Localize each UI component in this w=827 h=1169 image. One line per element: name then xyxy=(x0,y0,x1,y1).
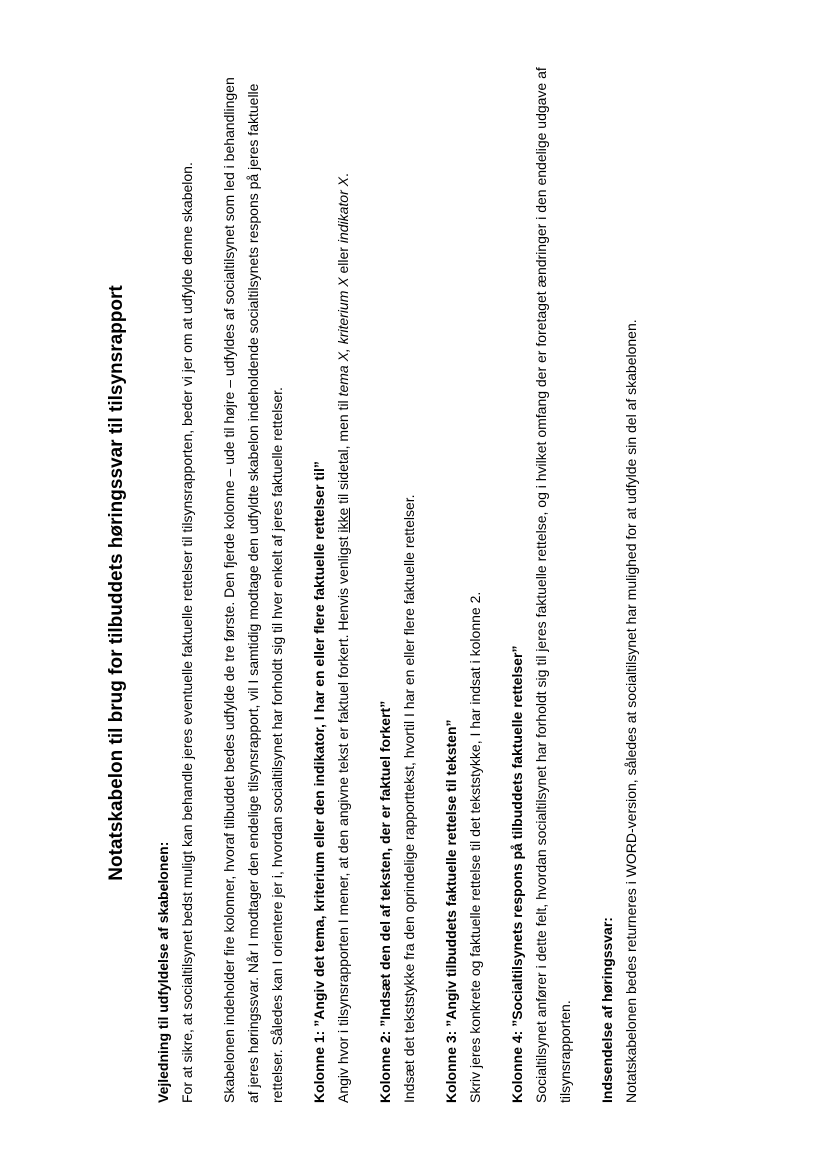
section-kolonne-1 xyxy=(307,63,355,1103)
text-part: Angiv hvor i tilsynsrapporten I mener, at den angivne tekst er faktuel forkert. Henvis venligst xyxy=(335,532,351,1103)
section-heading: Kolonne 1: ”Angiv det tema, kriterium eller den indikator, I har en eller flere faktuelle rettelser til” xyxy=(311,461,327,1103)
section-heading: Kolonne 3: ”Angiv tilbuddets faktuelle rettelse til teksten” xyxy=(443,719,459,1103)
italic-text: indikator X xyxy=(335,177,351,244)
underlined-text: ikke xyxy=(335,507,351,533)
section-paragraph: Indsæt det tekststykke fra den oprindelige rapporttekst, hvortil I har en eller flere faktuelle rettelser. xyxy=(401,494,417,1103)
section-paragraph: Skabelonen indeholder fire kolonner, hvoraf tilbuddet bedes udfylde de tre første. Den fjerde kolonne – ude til højre – udfyldes af socialtilsynet som led i behandlingen af jeres høringssvar. Når I modtager den endelige tilsynsrapport, vil I samtidig modtage den udfyldte skabelon indeholdende socialtilsynets respons på jeres faktuelle rettelser. Således kan I orientere jer i, hvordan socialtilsynet har forholdt sig til hver enkelt af jeres faktuelle rettelser. xyxy=(221,77,285,1103)
section-kolonne-3 xyxy=(439,63,487,1103)
section-indsendelse xyxy=(595,63,643,1103)
section-paragraph xyxy=(331,63,355,1103)
text-part: eller xyxy=(335,243,351,278)
section-heading: Indsendelse af høringssvar: xyxy=(599,917,615,1103)
section-vejledning xyxy=(151,63,289,1103)
document-title: Notatskabelon til brug for tilbuddets høringssvar til tilsynsrapport xyxy=(106,285,127,881)
section-paragraph: Skriv jeres konkrete og faktuelle rettelse til det tekststykke, I har indsat i kolonne 2. xyxy=(467,591,483,1103)
section-heading: Vejledning til udfyldelse af skabelonen: xyxy=(155,841,171,1103)
document-body xyxy=(105,63,661,1103)
section-kolonne-4 xyxy=(505,63,577,1103)
section-heading: Kolonne 4: ”Socialtilsynets respons på tilbuddets faktuelle rettelser” xyxy=(509,645,525,1103)
text-part: . xyxy=(335,173,351,178)
section-heading: Kolonne 2: ”Indsæt den del af teksten, der er faktuel forkert” xyxy=(377,700,393,1103)
section-paragraph: For at sikre, at socialtilsynet bedst muligt kan behandle jeres eventuelle faktuelle rettelser til tilsynsrapporten, beder vi jer om at udfylde denne skabelon. xyxy=(179,162,195,1103)
section-paragraph: Notatskabelonen bedes returneres i WORD-version, således at socialtilsynet har mulighed for at udfylde sin del af skabelonen. xyxy=(623,319,639,1103)
section-kolonne-2 xyxy=(373,63,421,1103)
italic-text: tema X, kriterium X xyxy=(335,277,351,397)
section-paragraph: Socialtilsynet anfører i dette felt, hvordan socialtilsynet har forholdt sig til jeres faktuelle rettelse, og i hvilket omfang der er foretaget ændringer i den endelige udgave af tilsynsrapporten. xyxy=(533,67,573,1103)
text-part: til sidetal, men til xyxy=(335,396,351,508)
